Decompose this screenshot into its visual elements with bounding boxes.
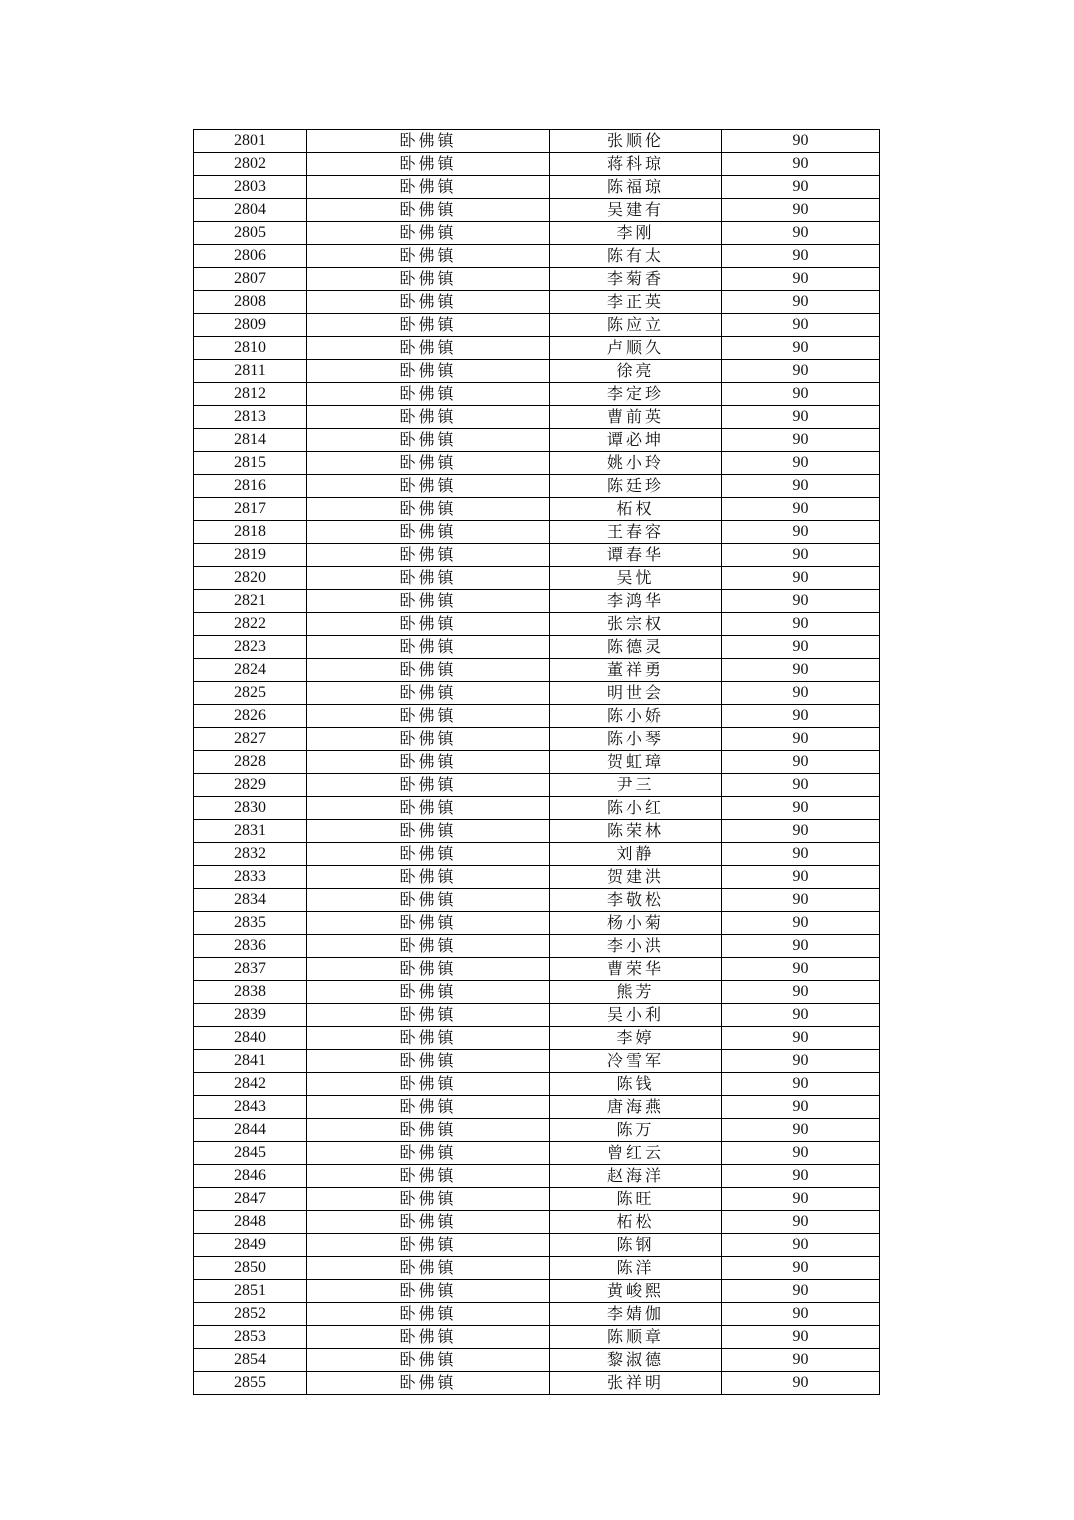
score-cell: 90 — [722, 429, 880, 452]
row-number-cell: 2836 — [194, 935, 307, 958]
score-cell: 90 — [722, 751, 880, 774]
score-cell: 90 — [722, 498, 880, 521]
table-row — [194, 1165, 880, 1188]
score-cell: 90 — [722, 889, 880, 912]
row-number-cell: 2847 — [194, 1188, 307, 1211]
row-number-cell: 2839 — [194, 1004, 307, 1027]
table-row — [194, 1303, 880, 1326]
row-number-cell: 2822 — [194, 613, 307, 636]
table-row — [194, 751, 880, 774]
table-row — [194, 981, 880, 1004]
table-row — [194, 314, 880, 337]
name-cell: 曾红云 — [550, 1142, 722, 1165]
row-number-cell: 2802 — [194, 153, 307, 176]
name-cell: 李敬松 — [550, 889, 722, 912]
table-row — [194, 199, 880, 222]
name-cell: 陈旺 — [550, 1188, 722, 1211]
name-cell: 陈荣林 — [550, 820, 722, 843]
name-cell: 黄峻熙 — [550, 1280, 722, 1303]
score-cell: 90 — [722, 774, 880, 797]
score-cell: 90 — [722, 935, 880, 958]
score-cell: 90 — [722, 268, 880, 291]
name-cell: 张祥明 — [550, 1372, 722, 1395]
table-row — [194, 1073, 880, 1096]
name-cell: 尹三 — [550, 774, 722, 797]
score-cell: 90 — [722, 1004, 880, 1027]
name-cell: 李鸿华 — [550, 590, 722, 613]
row-number-cell: 2803 — [194, 176, 307, 199]
row-number-cell: 2819 — [194, 544, 307, 567]
row-number-cell: 2848 — [194, 1211, 307, 1234]
name-cell: 吴建有 — [550, 199, 722, 222]
score-cell: 90 — [722, 1303, 880, 1326]
score-cell: 90 — [722, 590, 880, 613]
row-number-cell: 2838 — [194, 981, 307, 1004]
town-cell: 卧佛镇 — [307, 406, 550, 429]
row-number-cell: 2807 — [194, 268, 307, 291]
town-cell: 卧佛镇 — [307, 544, 550, 567]
score-cell: 90 — [722, 130, 880, 153]
table-row — [194, 1349, 880, 1372]
name-cell: 冷雪军 — [550, 1050, 722, 1073]
town-cell: 卧佛镇 — [307, 291, 550, 314]
score-cell: 90 — [722, 613, 880, 636]
name-cell: 李刚 — [550, 222, 722, 245]
table-row — [194, 912, 880, 935]
table-row — [194, 636, 880, 659]
row-number-cell: 2815 — [194, 452, 307, 475]
name-cell: 陈钢 — [550, 1234, 722, 1257]
town-cell: 卧佛镇 — [307, 452, 550, 475]
name-cell: 曹前英 — [550, 406, 722, 429]
name-cell: 王春容 — [550, 521, 722, 544]
town-cell: 卧佛镇 — [307, 935, 550, 958]
town-cell: 卧佛镇 — [307, 751, 550, 774]
town-cell: 卧佛镇 — [307, 360, 550, 383]
name-cell: 陈顺章 — [550, 1326, 722, 1349]
score-cell: 90 — [722, 705, 880, 728]
row-number-cell: 2840 — [194, 1027, 307, 1050]
table-row — [194, 383, 880, 406]
table-row — [194, 1211, 880, 1234]
table-row — [194, 245, 880, 268]
name-cell: 黎淑德 — [550, 1349, 722, 1372]
score-cell: 90 — [722, 176, 880, 199]
town-cell: 卧佛镇 — [307, 337, 550, 360]
row-number-cell: 2842 — [194, 1073, 307, 1096]
score-cell: 90 — [722, 1257, 880, 1280]
table-row — [194, 889, 880, 912]
town-cell: 卧佛镇 — [307, 1349, 550, 1372]
town-cell: 卧佛镇 — [307, 1280, 550, 1303]
table-row — [194, 774, 880, 797]
table-row — [194, 705, 880, 728]
score-cell: 90 — [722, 383, 880, 406]
name-cell: 陈福琼 — [550, 176, 722, 199]
town-cell: 卧佛镇 — [307, 153, 550, 176]
town-cell: 卧佛镇 — [307, 268, 550, 291]
town-cell: 卧佛镇 — [307, 176, 550, 199]
town-cell: 卧佛镇 — [307, 222, 550, 245]
table-row — [194, 153, 880, 176]
row-number-cell: 2830 — [194, 797, 307, 820]
name-cell: 明世会 — [550, 682, 722, 705]
table-row — [194, 475, 880, 498]
table-row — [194, 1142, 880, 1165]
score-cell: 90 — [722, 1096, 880, 1119]
table-row — [194, 682, 880, 705]
town-cell: 卧佛镇 — [307, 130, 550, 153]
row-number-cell: 2811 — [194, 360, 307, 383]
score-cell: 90 — [722, 912, 880, 935]
row-number-cell: 2813 — [194, 406, 307, 429]
row-number-cell: 2824 — [194, 659, 307, 682]
score-cell: 90 — [722, 567, 880, 590]
row-number-cell: 2851 — [194, 1280, 307, 1303]
town-cell: 卧佛镇 — [307, 613, 550, 636]
table-row — [194, 1050, 880, 1073]
town-cell: 卧佛镇 — [307, 1142, 550, 1165]
town-cell: 卧佛镇 — [307, 521, 550, 544]
table-row — [194, 1257, 880, 1280]
table-row — [194, 1372, 880, 1395]
roster-table-body — [194, 130, 880, 1395]
town-cell: 卧佛镇 — [307, 636, 550, 659]
score-cell: 90 — [722, 1326, 880, 1349]
name-cell: 吴小利 — [550, 1004, 722, 1027]
table-row — [194, 1119, 880, 1142]
row-number-cell: 2810 — [194, 337, 307, 360]
score-cell: 90 — [722, 1234, 880, 1257]
town-cell: 卧佛镇 — [307, 1257, 550, 1280]
table-row — [194, 429, 880, 452]
table-row — [194, 498, 880, 521]
score-cell: 90 — [722, 314, 880, 337]
table-row — [194, 337, 880, 360]
town-cell: 卧佛镇 — [307, 1119, 550, 1142]
score-cell: 90 — [722, 728, 880, 751]
town-cell: 卧佛镇 — [307, 981, 550, 1004]
score-cell: 90 — [722, 291, 880, 314]
row-number-cell: 2832 — [194, 843, 307, 866]
name-cell: 柘松 — [550, 1211, 722, 1234]
score-cell: 90 — [722, 1050, 880, 1073]
score-cell: 90 — [722, 222, 880, 245]
score-cell: 90 — [722, 360, 880, 383]
town-cell: 卧佛镇 — [307, 1234, 550, 1257]
row-number-cell: 2831 — [194, 820, 307, 843]
name-cell: 李小洪 — [550, 935, 722, 958]
name-cell: 曹荣华 — [550, 958, 722, 981]
score-cell: 90 — [722, 866, 880, 889]
score-cell: 90 — [722, 958, 880, 981]
row-number-cell: 2837 — [194, 958, 307, 981]
town-cell: 卧佛镇 — [307, 1004, 550, 1027]
town-cell: 卧佛镇 — [307, 1027, 550, 1050]
name-cell: 谭春华 — [550, 544, 722, 567]
row-number-cell: 2823 — [194, 636, 307, 659]
row-number-cell: 2841 — [194, 1050, 307, 1073]
table-row — [194, 452, 880, 475]
name-cell: 陈廷珍 — [550, 475, 722, 498]
table-row — [194, 866, 880, 889]
score-cell: 90 — [722, 981, 880, 1004]
score-cell: 90 — [722, 452, 880, 475]
roster-table — [193, 129, 880, 1395]
score-cell: 90 — [722, 797, 880, 820]
name-cell: 贺虹璋 — [550, 751, 722, 774]
name-cell: 贺建洪 — [550, 866, 722, 889]
town-cell: 卧佛镇 — [307, 682, 550, 705]
table-row — [194, 544, 880, 567]
row-number-cell: 2855 — [194, 1372, 307, 1395]
score-cell: 90 — [722, 337, 880, 360]
row-number-cell: 2829 — [194, 774, 307, 797]
table-row — [194, 1027, 880, 1050]
table-row — [194, 1280, 880, 1303]
row-number-cell: 2806 — [194, 245, 307, 268]
table-row — [194, 360, 880, 383]
score-cell: 90 — [722, 1372, 880, 1395]
row-number-cell: 2821 — [194, 590, 307, 613]
name-cell: 李婧伽 — [550, 1303, 722, 1326]
town-cell: 卧佛镇 — [307, 820, 550, 843]
town-cell: 卧佛镇 — [307, 1372, 550, 1395]
table-row — [194, 1234, 880, 1257]
row-number-cell: 2853 — [194, 1326, 307, 1349]
row-number-cell: 2825 — [194, 682, 307, 705]
town-cell: 卧佛镇 — [307, 843, 550, 866]
score-cell: 90 — [722, 636, 880, 659]
town-cell: 卧佛镇 — [307, 797, 550, 820]
name-cell: 李菊香 — [550, 268, 722, 291]
row-number-cell: 2809 — [194, 314, 307, 337]
table-row — [194, 797, 880, 820]
row-number-cell: 2835 — [194, 912, 307, 935]
table-row — [194, 728, 880, 751]
row-number-cell: 2805 — [194, 222, 307, 245]
score-cell: 90 — [722, 1142, 880, 1165]
row-number-cell: 2820 — [194, 567, 307, 590]
town-cell: 卧佛镇 — [307, 866, 550, 889]
row-number-cell: 2808 — [194, 291, 307, 314]
row-number-cell: 2846 — [194, 1165, 307, 1188]
row-number-cell: 2827 — [194, 728, 307, 751]
row-number-cell: 2826 — [194, 705, 307, 728]
score-cell: 90 — [722, 1119, 880, 1142]
town-cell: 卧佛镇 — [307, 958, 550, 981]
table-row — [194, 958, 880, 981]
town-cell: 卧佛镇 — [307, 567, 550, 590]
name-cell: 陈钱 — [550, 1073, 722, 1096]
score-cell: 90 — [722, 475, 880, 498]
table-row — [194, 176, 880, 199]
town-cell: 卧佛镇 — [307, 1188, 550, 1211]
table-row — [194, 820, 880, 843]
row-number-cell: 2850 — [194, 1257, 307, 1280]
town-cell: 卧佛镇 — [307, 889, 550, 912]
name-cell: 唐海燕 — [550, 1096, 722, 1119]
name-cell: 姚小玲 — [550, 452, 722, 475]
town-cell: 卧佛镇 — [307, 1165, 550, 1188]
row-number-cell: 2834 — [194, 889, 307, 912]
name-cell: 李定珍 — [550, 383, 722, 406]
name-cell: 陈小红 — [550, 797, 722, 820]
name-cell: 蒋科琼 — [550, 153, 722, 176]
name-cell: 李婷 — [550, 1027, 722, 1050]
row-number-cell: 2844 — [194, 1119, 307, 1142]
score-cell: 90 — [722, 245, 880, 268]
score-cell: 90 — [722, 153, 880, 176]
score-cell: 90 — [722, 1073, 880, 1096]
town-cell: 卧佛镇 — [307, 199, 550, 222]
row-number-cell: 2816 — [194, 475, 307, 498]
table-row — [194, 1004, 880, 1027]
town-cell: 卧佛镇 — [307, 1096, 550, 1119]
row-number-cell: 2812 — [194, 383, 307, 406]
name-cell: 卢顺久 — [550, 337, 722, 360]
table-row — [194, 521, 880, 544]
score-cell: 90 — [722, 820, 880, 843]
table-row — [194, 291, 880, 314]
name-cell: 徐亮 — [550, 360, 722, 383]
row-number-cell: 2833 — [194, 866, 307, 889]
town-cell: 卧佛镇 — [307, 498, 550, 521]
name-cell: 陈万 — [550, 1119, 722, 1142]
town-cell: 卧佛镇 — [307, 314, 550, 337]
row-number-cell: 2817 — [194, 498, 307, 521]
table-row — [194, 613, 880, 636]
name-cell: 陈洋 — [550, 1257, 722, 1280]
name-cell: 李正英 — [550, 291, 722, 314]
table-row — [194, 935, 880, 958]
name-cell: 刘静 — [550, 843, 722, 866]
town-cell: 卧佛镇 — [307, 728, 550, 751]
name-cell: 陈小琴 — [550, 728, 722, 751]
town-cell: 卧佛镇 — [307, 1326, 550, 1349]
name-cell: 熊芳 — [550, 981, 722, 1004]
table-row — [194, 222, 880, 245]
row-number-cell: 2843 — [194, 1096, 307, 1119]
row-number-cell: 2804 — [194, 199, 307, 222]
town-cell: 卧佛镇 — [307, 912, 550, 935]
score-cell: 90 — [722, 659, 880, 682]
name-cell: 陈应立 — [550, 314, 722, 337]
table-row — [194, 1096, 880, 1119]
score-cell: 90 — [722, 406, 880, 429]
score-cell: 90 — [722, 1211, 880, 1234]
town-cell: 卧佛镇 — [307, 1073, 550, 1096]
row-number-cell: 2854 — [194, 1349, 307, 1372]
town-cell: 卧佛镇 — [307, 383, 550, 406]
town-cell: 卧佛镇 — [307, 475, 550, 498]
row-number-cell: 2852 — [194, 1303, 307, 1326]
name-cell: 柘权 — [550, 498, 722, 521]
score-cell: 90 — [722, 1027, 880, 1050]
score-cell: 90 — [722, 682, 880, 705]
name-cell: 陈德灵 — [550, 636, 722, 659]
name-cell: 张顺伦 — [550, 130, 722, 153]
score-cell: 90 — [722, 1165, 880, 1188]
table-row — [194, 567, 880, 590]
town-cell: 卧佛镇 — [307, 429, 550, 452]
town-cell: 卧佛镇 — [307, 1050, 550, 1073]
score-cell: 90 — [722, 199, 880, 222]
name-cell: 赵海洋 — [550, 1165, 722, 1188]
score-cell: 90 — [722, 544, 880, 567]
table-row — [194, 268, 880, 291]
name-cell: 陈有太 — [550, 245, 722, 268]
row-number-cell: 2814 — [194, 429, 307, 452]
score-cell: 90 — [722, 1280, 880, 1303]
score-cell: 90 — [722, 1188, 880, 1211]
town-cell: 卧佛镇 — [307, 659, 550, 682]
name-cell: 杨小菊 — [550, 912, 722, 935]
town-cell: 卧佛镇 — [307, 1303, 550, 1326]
score-cell: 90 — [722, 843, 880, 866]
town-cell: 卧佛镇 — [307, 705, 550, 728]
row-number-cell: 2818 — [194, 521, 307, 544]
table-row — [194, 590, 880, 613]
name-cell: 谭必坤 — [550, 429, 722, 452]
row-number-cell: 2849 — [194, 1234, 307, 1257]
town-cell: 卧佛镇 — [307, 590, 550, 613]
table-row — [194, 659, 880, 682]
town-cell: 卧佛镇 — [307, 774, 550, 797]
row-number-cell: 2801 — [194, 130, 307, 153]
name-cell: 陈小娇 — [550, 705, 722, 728]
table-row — [194, 130, 880, 153]
table-row — [194, 1326, 880, 1349]
table-row — [194, 843, 880, 866]
table-row — [194, 406, 880, 429]
table-row — [194, 1188, 880, 1211]
name-cell: 董祥勇 — [550, 659, 722, 682]
score-cell: 90 — [722, 1349, 880, 1372]
row-number-cell: 2828 — [194, 751, 307, 774]
town-cell: 卧佛镇 — [307, 1211, 550, 1234]
name-cell: 吴忧 — [550, 567, 722, 590]
score-cell: 90 — [722, 521, 880, 544]
name-cell: 张宗权 — [550, 613, 722, 636]
town-cell: 卧佛镇 — [307, 245, 550, 268]
row-number-cell: 2845 — [194, 1142, 307, 1165]
